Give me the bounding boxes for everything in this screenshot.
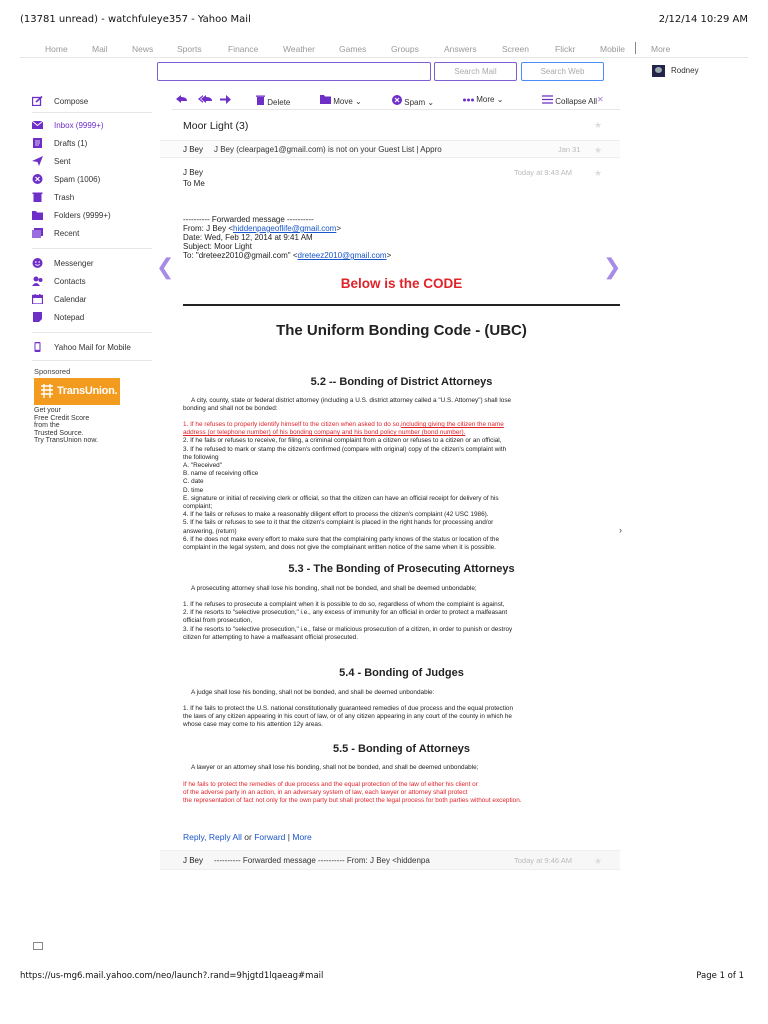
folder-icon (320, 95, 331, 104)
sidebar-item-label: Notepad (54, 313, 85, 322)
sidebar-item-sent[interactable] (32, 155, 152, 169)
nav-weather[interactable]: Weather (283, 44, 315, 54)
section-heading: 5.3 - The Bonding of Prosecuting Attorneys (288, 563, 515, 575)
sidebar-item-label: Drafts (1) (54, 139, 88, 148)
chevron-down-icon: ⌄ (496, 95, 504, 104)
message-snippet: ---------- Forwarded message ---------- From: J Bey <hiddenpa (214, 856, 430, 865)
ubc-title: The Uniform Bonding Code - (UBC) (276, 322, 527, 339)
spam-button[interactable] (392, 95, 434, 107)
nav-more[interactable]: More (651, 44, 671, 54)
folder-icon (32, 210, 43, 220)
sidebar-item-label: Folders (9999+) (54, 211, 111, 220)
section-list: 1. If he fails to protect the U.S. national constitutionally guaranteed remedies of due process and the equal protection the laws of any citizen appearing in his court of law, or of any citizen appearing in any court of the county in which he whose case may come to his attention 12y areas. (183, 705, 514, 729)
search-mail-button[interactable]: Search Mail (434, 62, 517, 81)
nav-groups[interactable]: Groups (391, 44, 419, 54)
transunion-brand: TransUnion. (57, 385, 118, 397)
sidebar-item-messenger[interactable] (32, 257, 152, 271)
print-title: (13781 unread) - watchfuleye357 - Yahoo Mail (20, 14, 251, 25)
sidebar-item-folders[interactable] (32, 209, 152, 223)
reply-button[interactable] (176, 95, 187, 106)
scroll-right-chevron-icon[interactable]: › (619, 525, 622, 535)
forwarded-date: Date: Wed, Feb 12, 2014 at 9:41 AM (183, 233, 313, 242)
transunion-mark-icon (40, 383, 54, 399)
message-snippet: J Bey (clearpage1@gmail.com) is not on your Guest List | Appro (214, 145, 442, 154)
section-heading: 5.5 - Bonding of Attorneys (332, 743, 471, 755)
sidebar-item-label: Inbox (9999+) (54, 121, 104, 130)
sidebar-item-calendar[interactable] (32, 293, 152, 307)
print-datetime: 2/12/14 10:29 AM (658, 14, 748, 25)
trash-icon (256, 95, 265, 105)
messenger-icon (32, 258, 43, 268)
from-email-link[interactable]: hiddenpageoflife@gmail.com (233, 224, 337, 233)
sidebar-item-label: Yahoo Mail for Mobile (54, 343, 131, 352)
reply-link[interactable]: Reply (183, 832, 205, 842)
sidebar-item-label: Contacts (54, 277, 86, 286)
calendar-icon (32, 294, 43, 304)
section-intro: A city, county, state or federal district attorney (including a U.S. district attorney called a "U.S. Attorney") shall lose bonding and shall not be bonded: (183, 397, 512, 413)
section-list: If he fails to protect the remedies of due process and the equal protection of the law of either his client or of the adverse party in an action, in an adversary system of law, each lawyer or attorney shall protect the representation of fact not only for the own party but shall protect the legal process for both parties without exception. (183, 781, 522, 805)
horizontal-rule (183, 304, 620, 306)
section-list: 1. If he refuses to properly identify himself to the citizen when asked to do so,including giving the citizen the name address (or telephone number) of his bonding company and his bond policy number (bond number). 2. If he fails or refuses to receive, for filing, a criminal complaint from a citizen or refuses to a citizen or an official, 3. If he refused to mark or stamp the citizen's confirmed (compare with original) copy of the citizen's complaint with the following A. "Received" B. name of receiving office C. date D. time E. signature or initial of receiving clerk or official, so that the citizen can have an official receipt for delivery of his complaint; 4. If he fails or refuses to make a reasonably diligent effort to process the citizen's complaint (42 USC 1986). 5. If he fails or refuses to see to it that the citizen's complaint is placed in the right hands for processing and/or answering, (return) 6. If he does not make every effort to make sure that the complaining party knows of the status or location of the complaint in the legal system, and does not give the complainant written notice of the same when it is possible. (183, 421, 507, 551)
collapsed-message-row[interactable] (160, 850, 620, 870)
forwarded-from: From: J Bey <hiddenpageoflife@gmail.com> (183, 224, 341, 233)
reply-all-button[interactable] (198, 95, 212, 106)
sidebar-item-label: Trash (54, 193, 75, 202)
message-actions: Reply, Reply All or Forward | More (183, 832, 312, 842)
forward-button[interactable] (220, 95, 231, 106)
message-toolbar (172, 92, 620, 110)
sidebar-item-label: Recent (54, 229, 80, 238)
nav-mail[interactable]: Mail (92, 44, 108, 54)
message-date: Today at 9:46 AM (514, 856, 572, 865)
section-intro: A prosecuting attorney shall lose his bonding, shall not be bonded, and shall be deemed unbondable; (191, 585, 477, 592)
print-header (20, 14, 748, 28)
more-button[interactable] (463, 95, 503, 104)
sidebar-item-recent[interactable] (32, 227, 152, 241)
inbox-icon (32, 120, 43, 130)
close-icon[interactable]: ✕ (597, 95, 604, 104)
nav-screen[interactable]: Screen (502, 44, 529, 54)
sidebar-item-label: Spam (1006) (54, 175, 101, 184)
reply-all-arrow-icon (198, 95, 212, 104)
contacts-icon (32, 276, 43, 286)
previous-message-arrow-icon[interactable]: ❮ (156, 255, 175, 280)
reply-all-link[interactable]: Reply All (208, 832, 242, 842)
compose-icon (32, 96, 43, 106)
sent-icon (32, 156, 43, 166)
chevron-down-icon: ⌄ (355, 97, 362, 106)
more-label: More (476, 95, 495, 104)
chevron-down-icon: ⌄ (427, 98, 435, 107)
sidebar-item-spam[interactable] (32, 173, 152, 187)
star-icon[interactable]: ★ (594, 120, 603, 130)
reply-arrow-icon (176, 95, 187, 104)
move-label: Move (333, 97, 353, 106)
top-nav (20, 42, 748, 58)
message-date: Jan 31 (558, 145, 581, 154)
section-heading: 5.2 -- Bonding of District Attorneys (310, 376, 493, 388)
drafts-icon (32, 138, 43, 148)
collapse-all-label: Collapse All (555, 97, 598, 106)
collapse-all-button[interactable] (542, 95, 597, 106)
compose-label: Compose (54, 97, 89, 106)
sidebar-item-inbox[interactable] (32, 119, 152, 133)
search-web-button[interactable]: Search Web (521, 62, 604, 81)
forwarded-to: To: "dreteez2010@gmail.com" <dreteez2010@gmail.com> (183, 251, 392, 260)
nav-finance[interactable]: Finance (228, 44, 259, 54)
nav-flickr[interactable]: Flickr (555, 44, 576, 54)
compose-button[interactable] (32, 95, 152, 109)
section-intro: A lawyer or an attorney shall lose his bonding, shall not be bonded, and shall be deemed unbondable; (191, 764, 479, 771)
divider (32, 112, 152, 113)
notepad-icon (32, 312, 43, 322)
search-input[interactable] (157, 62, 431, 81)
print-url: https://us-mg6.mail.yahoo.com/neo/launch?.rand=9hjgtd1lqaeag#mail (20, 971, 324, 981)
section-list: 1. If he refuses to prosecute a complaint when it is possible to do so, regardless of whom the complaint is against, 2. If he resorts to "selective prosecution," i.e., any excess of immunity for an official in order to protect a malfeasant official from prosecution, 3. If he resorts to "selective prosecution," i.e., false or malicious prosecution of a citizen, in order to punish or destroy citizen for attempting to have a malfeasant official prosecuted. (183, 601, 513, 641)
nav-home[interactable]: Home (45, 44, 68, 54)
spam-icon (32, 174, 43, 184)
collapsed-message-row[interactable] (160, 140, 620, 158)
forward-link[interactable]: Forward (254, 832, 286, 842)
star-icon[interactable]: ★ (594, 145, 603, 155)
user-name[interactable]: Rodney (671, 66, 699, 75)
nav-separator (635, 42, 636, 54)
recipient-line: To Me (183, 179, 205, 188)
spam-icon (392, 95, 402, 105)
recent-icon (32, 228, 43, 238)
spam-label: Spam (404, 98, 426, 107)
sidebar-item-notepad[interactable] (32, 311, 152, 325)
next-message-arrow-icon[interactable]: ❯ (603, 255, 622, 280)
delete-label: Delete (267, 98, 291, 107)
sender-name[interactable]: J Bey (183, 168, 204, 177)
section-heading: 5.4 - Bonding of Judges (339, 667, 464, 679)
code-heading: Below is the CODE (340, 276, 463, 291)
forwarded-header (183, 215, 391, 260)
nav-mobile[interactable]: Mobile (600, 44, 626, 54)
mobile-phone-icon (32, 342, 43, 352)
more-dots-icon (463, 98, 474, 102)
transunion-ad-logo[interactable] (34, 378, 120, 405)
sponsored-label: Sponsored (34, 367, 71, 376)
sidebar-item-label: Messenger (54, 259, 94, 268)
forward-arrow-icon (220, 95, 231, 104)
sidebar-item-mobile[interactable] (32, 341, 152, 355)
message-date: Today at 9:43 AM (514, 168, 572, 177)
divider (32, 360, 152, 361)
sidebar-item-contacts[interactable] (32, 275, 152, 289)
more-link[interactable]: More (292, 832, 312, 842)
section-intro: A judge shall lose his bonding, shall not be bonded, and shall be deemed unbondable: (191, 689, 435, 696)
avatar[interactable] (652, 65, 665, 77)
star-icon[interactable]: ★ (594, 856, 603, 866)
move-button[interactable] (320, 95, 362, 106)
nav-sports[interactable]: Sports (177, 44, 202, 54)
divider (32, 248, 152, 249)
thread-subject: Moor Light (3) (183, 120, 249, 132)
sidebar-item-label: Sent (54, 157, 71, 166)
forwarded-subject: Subject: Moor Light (183, 242, 252, 251)
sidebar-item-drafts[interactable] (32, 137, 152, 151)
sidebar-item-label: Calendar (54, 295, 87, 304)
image-icon (33, 942, 43, 950)
sender-name: J Bey (183, 856, 204, 865)
nav-answers[interactable]: Answers (444, 44, 477, 54)
delete-button[interactable] (256, 95, 290, 107)
ad-text[interactable]: Get your Free Credit Score from the Trusted Source. Try TransUnion now. (34, 407, 98, 444)
sidebar-item-trash[interactable] (32, 191, 152, 205)
print-page-number: Page 1 of 1 (696, 971, 744, 981)
divider (32, 332, 152, 333)
collapse-icon (542, 95, 553, 104)
nav-games[interactable]: Games (339, 44, 367, 54)
trash-icon (32, 192, 43, 202)
star-icon[interactable]: ★ (594, 168, 603, 178)
nav-news[interactable]: News (132, 44, 154, 54)
forwarded-separator: ---------- Forwarded message ---------- (183, 215, 314, 224)
to-email-link[interactable]: dreteez2010@gmail.com (297, 251, 387, 260)
or-text: or (244, 832, 252, 842)
sender-name: J Bey (183, 145, 204, 154)
